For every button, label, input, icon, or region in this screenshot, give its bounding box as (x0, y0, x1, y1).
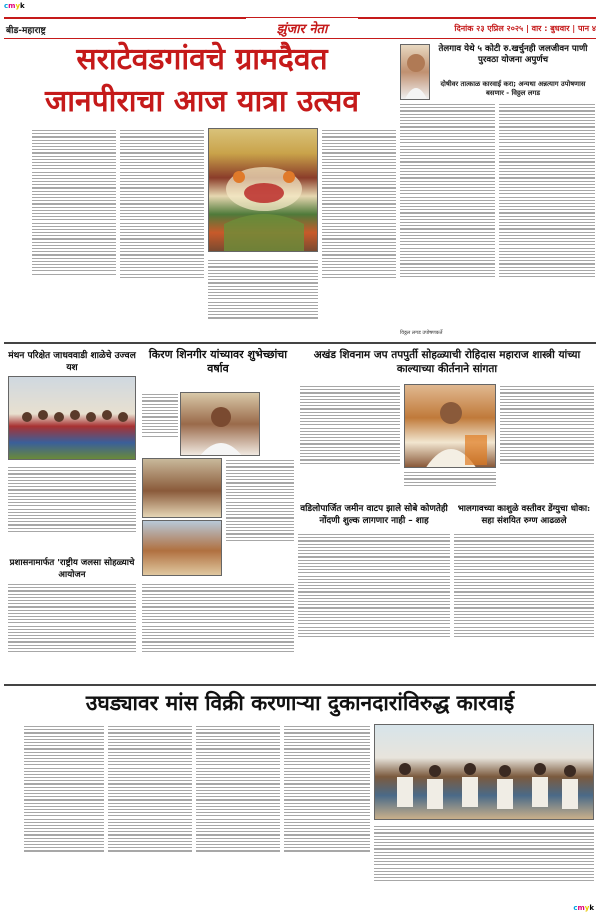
telgaon-text-col1 (400, 102, 495, 338)
cmyk-marker-left: cmyk (4, 2, 25, 10)
kiran-text-col2 (226, 458, 294, 578)
jadhavwadi-text (8, 465, 136, 557)
kiran-photo-main (180, 392, 260, 456)
section-divider-2 (4, 684, 596, 686)
akhand-headline: अखंड शिवनाम जप तपपुर्ती सोहळ्याची रोहिदास महाराज शास्त्री यांच्या काल्याच्या कीर्तनाने सांगता (313, 349, 581, 375)
top-headline-line1: सराटेवडगांवचे ग्रामदैवत (76, 42, 328, 77)
bhalgaon-headline: भालगावच्या काशुळे वस्तीवर डेंग्युचा धोका: सहा संशयित रुग्ण आढळले (457, 504, 591, 526)
kirtan-photo (404, 384, 496, 468)
top-headline-line2: जानपीराचा आज यात्रा उत्सव (44, 84, 360, 119)
section-label: बीड-महाराष्ट्र (6, 26, 46, 36)
kiran-text-bottom (142, 582, 294, 682)
kiran-photo-group2 (142, 520, 222, 576)
telgaon-text-col2 (499, 102, 595, 338)
bottom-text-col3 (196, 724, 280, 904)
admin-headline: प्रशासनामार्फत 'राष्ट्रीय जलसा सोहळ्याचे आयोजन (9, 558, 135, 580)
jadhavwadi-headline: मंथन परिक्षेत जाधववाडी शाळेचे उज्वल यश (8, 351, 136, 373)
bottom-headline: उघड्यावर मांस विक्री करणाऱ्या दुकानदारांविरुद्ध कारवाई (85, 690, 515, 715)
masthead-logo (246, 18, 358, 38)
dateline: दिनांक २३ एप्रिल २०२५ | वार : बुधवार | पान ४ (454, 24, 596, 33)
bottom-text-col1 (24, 724, 104, 904)
bottom-text-col5 (374, 824, 594, 904)
admin-text (8, 582, 136, 682)
shrine-photo (208, 128, 318, 252)
market-photo (374, 724, 594, 820)
telgaon-byline: विठ्ठल लगड उपोषणकर्ते (400, 330, 443, 336)
akhand-text-col1 (300, 384, 400, 498)
telgaon-headline: तेलगाव येथे ५ कोटी रु.खर्चुनही जलजीवन पाणी पुरवठा योजना अपुर्णच (438, 44, 588, 65)
bhalgaon-text (454, 532, 594, 680)
top-story-text-col2 (120, 128, 204, 333)
students-photo (8, 376, 136, 460)
top-story-text-under-photo (208, 258, 318, 338)
land-text (298, 532, 450, 680)
kiran-photo-group1 (142, 458, 222, 518)
section-divider-1 (4, 342, 596, 344)
land-headline: वडिलोपार्जित जमीन वाटप झाले सोबे कोणतेही नोंदणी शुल्क लागणार नाही – शाह (300, 504, 448, 526)
logo-text: झुंजार नेता (276, 22, 328, 37)
top-story-text-col1 (32, 128, 116, 328)
telgaon-subhead: दोषीवर तात्काळ कारवाई करा; अन्यथा अन्नत्याग उपोषणास बसणार - विठ्ठल लगड (440, 80, 586, 97)
protester-photo (400, 44, 430, 100)
akhand-caption (404, 470, 496, 498)
kiran-text-col1 (142, 392, 178, 456)
akhand-text-col2 (500, 384, 594, 498)
kiran-headline: किरण शिनगीर यांच्यावर शुभेच्छांचा वर्षाव (148, 348, 288, 375)
top-story-text-col3 (322, 128, 396, 333)
bottom-text-col4 (284, 724, 370, 904)
cmyk-marker-right: cmyk (573, 904, 594, 912)
bottom-text-col2 (108, 724, 192, 904)
